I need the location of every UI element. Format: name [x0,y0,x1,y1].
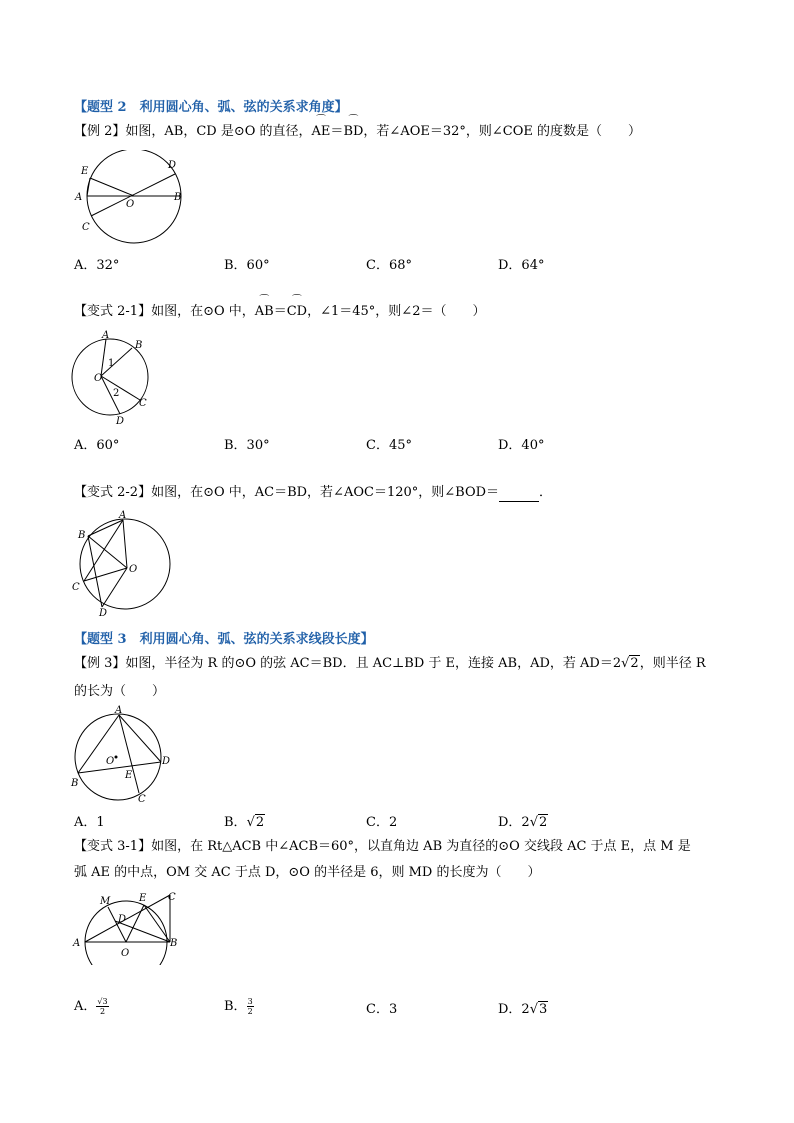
variant-2-1-figure [66,330,156,426]
radius-oa [101,339,106,376]
var31-option-a[interactable]: A． $\frac{√3}{2}$ [74,997,108,1016]
var21-option-d[interactable]: D．40° [498,438,545,453]
label-e: E [81,166,89,177]
example-3-question-line1 [74,655,706,673]
label-e: E [125,770,133,781]
ex2-option-a[interactable]: A．32° [74,258,120,273]
fraction-sqrt3-over-2: $\frac{√3}{2}$ [97,997,108,1016]
radius-oc [84,568,127,581]
answer-blank[interactable] [499,489,539,502]
arc-bd: ⌒ BD [343,123,363,141]
q-prefix: 【例 3】如图，半径为 R 的⊙O 的弦 AC＝BD．且 AC⊥BD 于 E，连接 AB，AD，若 AD＝2 [74,656,622,671]
label-b: B [71,778,79,789]
ex2-option-b[interactable]: B．60° [224,258,270,273]
example-2-figure [70,150,200,245]
label-b: B [170,938,178,949]
hypotenuse-ac [85,895,170,942]
example-3-figure [66,704,176,802]
var21-option-a[interactable]: A．60° [74,438,120,453]
center-point [115,756,118,759]
radius-oe [90,178,134,196]
chord-bd [78,762,161,773]
segment-oe [126,905,144,942]
q-suffix: ，∠1＝45°，则∠2＝（ ） [307,304,486,319]
equals: ＝ [273,304,287,319]
var31-option-c[interactable]: C．3 [366,1002,398,1017]
ex2-option-c[interactable]: C．68° [366,258,412,273]
arc-ae: ⌒ AE [312,123,331,141]
sqrt-2: √2 [529,815,548,830]
label-d: D [116,416,125,426]
label-angle-1: 1 [108,358,115,369]
q-prefix: 【变式 2-1】如图，在⊙O 中， [74,304,255,319]
variant-3-1-question-line1: 【变式 3-1】如图，在 Rt△ACB 中∠ACB＝60°，以直角边 AB 为直径的⊙O 交线段 AC 于点 E，点 M 是 [74,839,691,854]
ex3-option-c[interactable]: C．2 [366,815,398,830]
variant-2-2-question [74,484,552,502]
sqrt-3: √3 [529,1002,548,1017]
example-3-question-line2: 的长为（ ） [74,684,166,699]
arc-ab: ⌒ AB [255,303,274,321]
label-b: B [78,530,86,541]
label-d: D [168,160,177,171]
fraction-3-over-2: $\frac{3}{2}$ [247,997,253,1016]
label-o: O [106,756,115,767]
label-angle-2: 2 [113,388,120,399]
label-o: O [126,199,135,210]
arc-cd: ⌒ CD [287,303,307,321]
label-a: A [119,510,127,521]
var31-option-d[interactable]: D．2√3 [498,1002,548,1017]
label-e: E [139,893,147,904]
label-d: D [118,914,127,925]
radius-od [102,568,127,607]
q-suffix: ，若∠AOE＝32°，则∠COE 的度数是（ ） [363,124,642,139]
label-c: C [72,582,80,593]
q-suffix: ． [539,485,553,500]
label-b: B [174,192,182,203]
segment-be [144,905,170,942]
example-2-question [74,123,641,141]
section-2-heading: 【题型 2 利用圆心角、弧、弦的关系求角度】 [74,100,348,115]
ex3-option-a[interactable]: A．1 [74,815,105,830]
label-d: D [99,608,108,618]
label-o: O [94,373,103,384]
radius-ob [101,348,132,376]
q-prefix: 【例 2】如图，AB，CD 是⊙O 的直径， [74,124,312,139]
label-c: C [138,794,146,802]
sqrt-2: √2 [246,815,265,830]
label-b: B [135,340,143,351]
section-3-heading: 【题型 3 利用圆心角、弧、弦的关系求线段长度】 [74,632,374,647]
label-c: C [82,222,90,233]
variant-2-1-question [74,303,485,321]
circle-o [75,714,161,800]
label-a: A [102,330,110,341]
variant-3-1-figure [66,887,196,965]
sqrt-2: √2 [621,656,639,671]
variant-2-2-figure [66,508,176,618]
label-o: O [129,564,138,575]
variant-3-1-question-line2: 弧 AE 的中点，OM 交 AC 于点 D，⊙O 的半径是 6，则 MD 的长度为（ ） [74,865,541,880]
var21-option-c[interactable]: C．45° [366,438,412,453]
var21-option-b[interactable]: B．30° [224,438,270,453]
label-m: M [100,896,111,907]
ex3-option-b[interactable]: B．√2 [224,815,265,830]
q-suffix: ，则半径 R [639,656,706,671]
ex3-option-d[interactable]: D．2√2 [498,815,548,830]
label-c: C [168,892,176,903]
equals: ＝ [330,124,344,139]
var31-option-b[interactable]: B． $\frac{3}{2}$ [224,997,253,1016]
radius-oa [123,520,127,568]
label-d: D [162,756,171,767]
label-a: A [115,705,123,716]
label-a: A [75,192,83,203]
q-prefix: 【变式 2-2】如图，在⊙O 中，AC＝BD，若∠AOC＝120°，则∠BOD＝ [74,485,500,500]
ex2-option-d[interactable]: D．64° [498,258,545,273]
label-o: O [121,948,130,959]
label-a: A [73,938,81,949]
label-c: C [139,398,147,409]
